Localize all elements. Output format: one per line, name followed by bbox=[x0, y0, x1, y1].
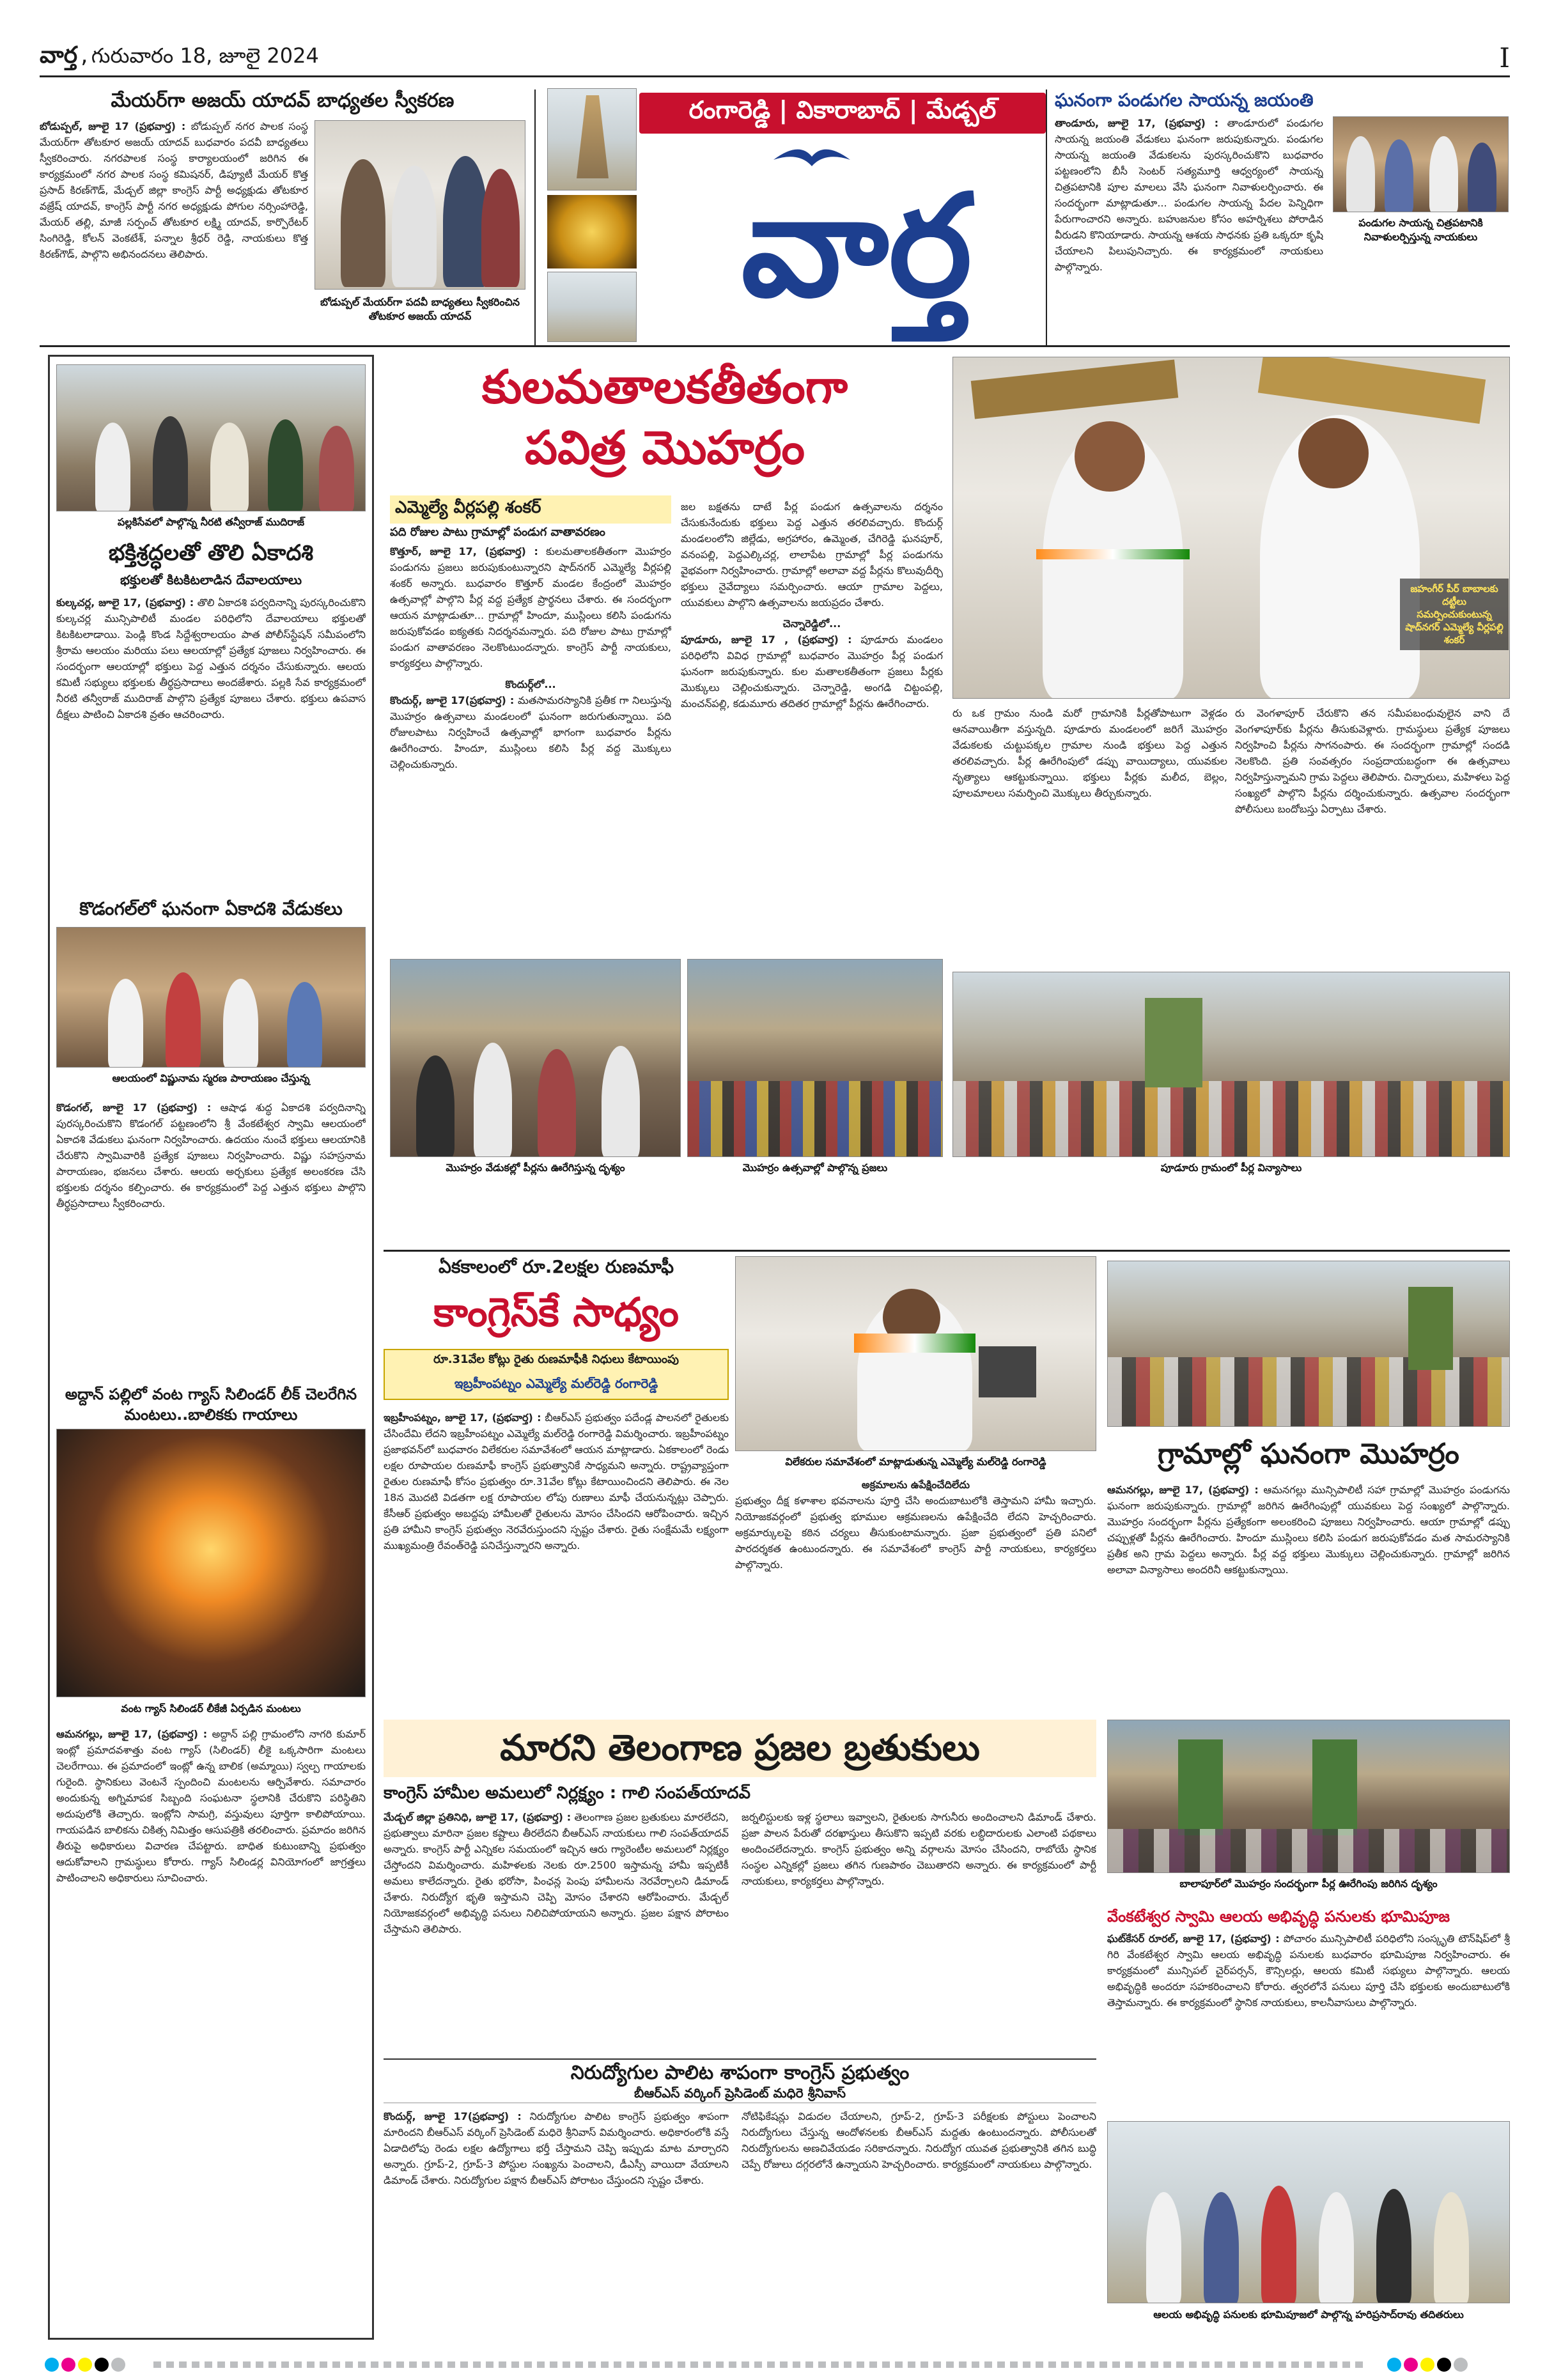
telangana-dateline: మేడ్చల్ జిల్లా ప్రతినిధి, జూలై 17, (ప్రభవార్త) : bbox=[384, 1811, 571, 1823]
congress-side-text bbox=[735, 1477, 1096, 1710]
lead-body3: జల బక్షతను దాటే పీర్ల పండుగ ఉత్సవాలను దర్శనం చేసుకునేందుకు భక్తులు పెద్ద ఎత్తున తరలివచ్చారు. కొందుర్గ్ మండలంలోని జిల్లేడు, అగ్రహారం, ఉమ్మెంత, చేగిరెడ్డి ఘనపూర్, వనంపల్లి, పెద్దఎల్కిచర్ల, లాలాపేట గ్రామాల్లో పీర్ల పండుగను వైభవంగా నిర్వహించారు. గ్రామాల్లో అలావా వద్ద పీర్లను కొలువుదీర్చి భక్తులు నైవేద్యాలు సమర్పించారు. ఆయా గ్రామాల పెద్దలు, యువకులు పాల్గొని ఉత్సవాలను జయప్రదం చేశారు. bbox=[681, 501, 943, 609]
reg-dot-black bbox=[95, 2358, 109, 2372]
lead-body4: పూడూరు మండలం పరిధిలోని వివిధ గ్రామాల్లో బుధవారం మొహర్రం పీర్ల పండుగ ఘనంగా జరుపుకున్నారు. కుల మతాలకతీతంగా ప్రజలు పీర్లకు మొక్కులు చెల్లించుకున్నారు. చెన్నారెడ్డి, అంగడి చిట్టంపల్లి, మంచన్‌పల్లి, కడుమూరు తదితర గ్రామాల్లో పీర్లను ఊరేగించారు. bbox=[681, 634, 943, 710]
masthead-date-bar bbox=[40, 42, 1510, 72]
lead-photo-c bbox=[952, 972, 1510, 1157]
kodangal-headline: కొడంగల్‌లో ఘనంగా ఏకాదశి వేడుకలు bbox=[79, 898, 343, 919]
mayor-story-text bbox=[40, 118, 308, 342]
lead-headline-line1: కులమతాలకతీతంగా bbox=[481, 360, 848, 414]
page-number: I bbox=[1499, 42, 1510, 74]
kodangal-body: ఆషాఢ శుద్ధ ఏకాదశి పర్వదినాన్ని పురస్కరించుకొని కొడంగల్ పట్టణంలోని శ్రీ వేంకటేశ్వర స్వామి ఆలయంలో ఏకాదశి వేడుకలు ఘనంగా నిర్వహించారు. ఉదయం నుంచే భక్తులు ఆలయానికి చేరుకొని స్వామివారికి ప్రత్యేక పూజలు నిర్వహించారు. విష్ణు సహస్రనామ పారాయణం, భజనలు చేశారు. ఆలయ అర్చకులు ప్రత్యేక అలంకరణ చేసి భక్తులకు దర్శనం కల్పించారు. ఈ కార్యక్రమంలో పెద్ద ఎత్తున భక్తులు పాల్గొని తీర్థప్రసాదాలు స్వీకరించారు. bbox=[56, 1101, 366, 1209]
congress-headline: కాంగ్రెస్‌కే సాధ్యం bbox=[433, 1289, 679, 1335]
telangana-headline: మారని తెలంగాణ ప్రజల బ్రతుకులు bbox=[500, 1727, 980, 1769]
masthead-paper-name: వార్త bbox=[40, 42, 78, 68]
lead-headline-line2: పవిత్ర మొహర్రం bbox=[524, 421, 805, 474]
region-banner bbox=[639, 93, 1046, 134]
jayanti-dateline: తాండూరు, జూలై 17, (ప్రభవార్త) : bbox=[1055, 117, 1219, 129]
jayanti-story-text bbox=[1055, 115, 1323, 342]
ekadashi-dateline: కుల్కచర్ల, జూలై 17, (ప్రభవార్త) : bbox=[56, 596, 194, 609]
jobs-subhead: బీఆర్ఎస్ వర్కింగ్ ప్రెసిడెంట్ మధిరె శ్రీనివాస్ bbox=[633, 2085, 846, 2101]
ekadashi-headline: భక్తిశ్రద్ధలతో తొలి ఏకాదశి bbox=[108, 540, 314, 566]
temple-thumbnail bbox=[547, 88, 637, 191]
lead-col4-text bbox=[1235, 705, 1510, 964]
masthead-rule bbox=[40, 75, 1510, 77]
kodangal-story-text bbox=[56, 1100, 366, 1381]
village-moharram-body: ఆమనగల్లు మున్సిపాలిటీ సహా గ్రామాల్లో మొహర్రం పండుగను ఘనంగా జరుపుకున్నారు. గ్రామాల్లో జరిగిన ఊరేగింపుల్లో యువకులు పెద్ద సంఖ్యలో పాల్గొన్నారు. మొహర్రం సందర్భంగా పీర్లను ప్రత్యేకంగా అలంకరించి పూజలు నిర్వహించారు. ఆయా గ్రామాల్లో డప్పు చప్పుళ్లతో పీర్లను ఊరేగించారు. హిందూ ముస్లింలు కలిసి పండుగ జరుపుకోవడం మత సామరస్యానికి ప్రతీక అని గ్రామ పెద్దలు అన్నారు. పీర్ల వద్ద భక్తులు మొక్కులు చెల్లించుకున్నారు. గ్రామాల్లో జరిగిన అలావా విన్యాసాలు అందరినీ ఆకట్టుకున్నాయి. bbox=[1107, 1484, 1510, 1576]
mayor-photo-caption: బోడుప్పల్ మేయర్‌గా పదవీ బాధ్యతలు స్వీకరించిన తోటకూర అజయ్ యాదవ్ bbox=[320, 296, 520, 322]
gas-leak-headline: అద్దాన్ పల్లిలో వంట గ్యాస్ సిలిండర్ లీక్ చెలరేగిన మంటలు..బాలికకు గాయాలు bbox=[65, 1385, 357, 1424]
reg-dot-magenta bbox=[61, 2358, 75, 2372]
congress-photo bbox=[735, 1256, 1096, 1451]
palanquin-photo-caption: పల్లకిసేవలో పాల్గొన్న నీరటి తన్వీరాజ్ ముదిరాజ్ bbox=[117, 516, 305, 528]
balapur-photo bbox=[1107, 1720, 1510, 1873]
masthead-date-line: గురువారం 18, జూలై 2024 bbox=[91, 43, 319, 68]
reg-dot-yellow-r bbox=[1420, 2358, 1434, 2372]
congress-dateline: ఇబ్రహీంపట్నం, జూలై 17, (ప్రభవార్త) : bbox=[384, 1412, 541, 1424]
reg-dot-yellow bbox=[78, 2358, 92, 2372]
lead-section-rule bbox=[384, 1250, 1510, 1252]
jobs-headline: నిరుద్యోగుల పాలిట శాపంగా కాంగ్రెస్ ప్రభుత్వం bbox=[570, 2062, 910, 2084]
lead-photo-a-caption: మొహర్రం వేడుకల్లో పీర్లను ఊరేగిస్తున్న దృశ్యం bbox=[446, 1162, 625, 1174]
telangana-body: తెలంగాణ ప్రజల బ్రతుకులు మారలేదని, ప్రభుత్వాలు మారినా ప్రజల కష్టాలు తీరలేదని బీఆర్ఎస్ నాయకులు గాలి సంపత్‌యాదవ్ అన్నారు. కాంగ్రెస్ పార్టీ ఎన్నికల సమయంలో ఇచ్చిన ఆరు గ్యారెంటీల అమలులో నిర్లక్ష్యం చేస్తోందని విమర్శించారు. మహిళలకు నెలకు రూ.2500 ఇస్తామన్న హామీ ఇప్పటికీ అమలు కాలేదన్నారు. రైతు భరోసా, పింఛన్ల పెంపు హామీలను నెరవేర్చాలని డిమాండ్ చేశారు. నిరుద్యోగ భృతి ఇస్తామని చెప్పి మోసం చేశారని ఆరోపించారు. మేడ్చల్ నియోజకవర్గంలో అభివృద్ధి పనులు నిలిచిపోయాయని అన్నారు. ప్రజల పక్షాన పోరాటం చేస్తామని తెలిపారు. bbox=[384, 1811, 729, 1935]
registration-marks-right bbox=[1387, 2358, 1470, 2374]
divider-logo bbox=[1046, 89, 1047, 345]
kodangal-dateline: కొడంగల్, జూలై 17 (ప్రభవార్త) : bbox=[56, 1101, 212, 1114]
congress-highlight2: ఇబ్రహీంపట్నం ఎమ్మెల్యే మల్‌రెడ్డి రంగారెడ్డి bbox=[454, 1376, 658, 1391]
jayanti-body: తాండూరులో పండుగల సాయన్న జయంతి వేడుకలు ఘనంగా జరుపుకున్నారు. పండుగల సాయన్న జయంతి వేడుకలను పురస్కరించుకొని బుధవారం పట్టణంలోని బీసీ సెంటర్ సత్యమూర్తి ఆధ్వర్యంలో సాయన్న చిత్రపటానికి పూల మాలలు వేసి ఘనంగా నివాళులర్పించారు. ఈ సందర్భంగా మాట్లాడుతూ... పండుగల సాయన్న పేదల పెన్నిధిగా పేరుగాంచారని అన్నారు. బహుజనుల కోసం అహర్నిశలు పోరాడిన వీరుడని కొనియాడారు. సాయన్న ఆశయ సాధనకు ప్రతి ఒక్కరూ కృషి చేయాలని పిలుపునిచ్చారు. ఈ కార్యక్రమంలో నాయకులు పాల్గొన్నారు. bbox=[1055, 117, 1323, 273]
mayor-photo bbox=[315, 120, 525, 290]
jayanti-headline: ఘనంగా పండుగల సాయన్న జయంతి bbox=[1055, 89, 1314, 111]
reg-dot-cyan-r bbox=[1387, 2358, 1401, 2372]
masthead-separator: , bbox=[81, 42, 88, 68]
temple-dateline: ఘట్‌కేసర్ రూరల్, జూలై 17, (ప్రభవార్త) : bbox=[1107, 1933, 1280, 1945]
lead-subhead: ఎమ్మెల్యే వీర్లపల్లి శంకర్ bbox=[390, 495, 671, 524]
logo-text: వార్త bbox=[741, 164, 972, 328]
kodangal-photo-caption: ఆలయంలో విష్ణునామ స్మరణ పారాయణం చేస్తున్న bbox=[112, 1072, 310, 1084]
lead-section2-title: కొందుర్గ్‌లో... bbox=[505, 678, 556, 690]
palanquin-photo bbox=[56, 364, 366, 511]
ekadashi-subhead: భక్తులతో కిటకిటలాడిన దేవాలయాలు bbox=[120, 572, 302, 587]
reg-dot-cyan bbox=[45, 2358, 59, 2372]
registration-marks-left bbox=[45, 2358, 128, 2374]
lead-dateline1: కొత్తూర్, జూలై 17, (ప్రభవార్త) : bbox=[390, 545, 538, 557]
telangana-body2: జర్నలిస్టులకు ఇళ్ల స్థలాలు ఇవ్వాలని, రైతులకు సాగునీరు అందించాలని డిమాండ్ చేశారు. ప్రజా పాలన పేరుతో దరఖాస్తులు తీసుకొని ఇప్పటి వరకు లబ్ధిదారులకు ఎలాంటి పథకాలు అందించలేదన్నారు. కాంగ్రెస్ ప్రభుత్వం అన్ని వర్గాలను మోసం చేసిందని, రాబోయే స్థానిక సంస్థల ఎన్నికల్లో ప్రజలు తగిన గుణపాఠం చెబుతారని అన్నారు. ఈ కార్యక్రమంలో పార్టీ నాయకులు, కార్యకర్తలు పాల్గొన్నారు. bbox=[742, 1811, 1096, 1887]
mayor-headline: మేయర్‌గా అజయ్ యాదవ్ బాధ్యతల స్వీకరణ bbox=[111, 89, 455, 112]
jobs-col1-text bbox=[384, 2108, 729, 2338]
congress-body: బీఆర్ఎస్ ప్రభుత్వం పదేండ్ల పాలనలో రైతులకు చేసిందేమి లేదని ఇబ్రహీంపట్నం ఎమ్మెల్యే మల్‌రెడ్డి రంగారెడ్డి విమర్శించారు. ఇబ్రహీంపట్నం ప్రజాభవన్‌లో బుధవారం విలేకరుల సమావేశంలో ఆయన మాట్లాడారు. ఏకకాలంలో రెండు లక్షల రూపాయల రుణమాఫీ కాంగ్రెస్ ప్రభుత్వానికే సాధ్యమని అన్నారు. రాష్ట్రవ్యాప్తంగా రైతుల రుణమాఫీ కోసం ప్రభుత్వం రూ.31వేల కోట్లు కేటాయించిందని తెలిపారు. ఈ నెల 18న మొదటి విడతగా లక్ష రూపాయల లోపు రుణాలు మాఫీ చేయనున్నట్లు చెప్పారు. కేసీఆర్ ప్రభుత్వం అబద్దపు హామీలతో రైతులను మోసం చేసిందని ఆరోపించారు. ఇచ్చిన ప్రతి హామీని కాంగ్రెస్ ప్రభుత్వం నెరవేరుస్తుందని స్పష్టం చేశారు. రైతు సంక్షేమమే లక్ష్యంగా ముఖ్యమంత్రి రేవంత్‌రెడ్డి పనిచేస్తున్నారని అన్నారు. bbox=[384, 1412, 729, 1552]
telangana-subhead: కాంగ్రెస్ హామీల అమలులో నిర్లక్ష్యం : గాలి సంపత్‌యాదవ్ bbox=[384, 1784, 750, 1803]
temple-body: పోచారం మున్సిపాలిటీ పరిధిలోని సంస్కృతి టౌన్‌షిప్‌లో శ్రీ గిరి వేంకటేశ్వర స్వామి ఆలయ అభివృద్ధి పనులకు బుధవారం భూమిపూజ నిర్వహించారు. ఈ కార్యక్రమంలో మున్సిపల్ చైర్‌పర్సన్, కౌన్సిలర్లు, ఆలయ కమిటీ సభ్యులు పాల్గొన్నారు. ఆలయ అభివృద్ధికి అందరూ సహకరించాలని కోరారు. త్వరలోనే పనులు పూర్తి చేసి భక్తులకు అందుబాటులోకి తెస్తామన్నారు. ఈ కార్యక్రమంలో స్థానిక నాయకులు, కాలనీవాసులు పాల్గొన్నారు. bbox=[1107, 1933, 1510, 2009]
reg-dot-magenta-r bbox=[1404, 2358, 1418, 2372]
registration-strip bbox=[153, 2361, 1368, 2368]
temple-story-text bbox=[1107, 1931, 1510, 2116]
lead-photo-b-caption: మొహర్రం ఉత్సవాల్లో పాల్గొన్న ప్రజలు bbox=[742, 1162, 888, 1174]
gas-leak-dateline: ఆమనగల్లు, జూలై 17, (ప్రభవార్త) : bbox=[56, 1728, 208, 1740]
ekadashi-story-text bbox=[56, 595, 366, 895]
lead-main-photo-caption: జహంగీర్ పీర్ బాబాలకు దట్టీలు సమర్పించుకుంటున్న షాద్‌నగర్ ఎమ్మెల్యే వీర్లపల్లి శంకర్ bbox=[1400, 579, 1509, 650]
telangana-col2-text bbox=[742, 1809, 1096, 2052]
jobs-body2: నోటిఫికేషన్లు విడుదల చేయాలని, గ్రూప్-2, గ్రూప్-3 పరీక్షలకు పోస్టులు పెంచాలని నిరుద్యోగులు చేస్తున్న ఆందోళనలకు బీఆర్ఎస్ మద్దతు ఉంటుందన్నారు. పోలీసులతో నిరుద్యోగులను అణచివేయడం సరికాదన్నారు. నిరుద్యోగ యువత ప్రభుత్వానికి తగిన బుద్ధి చెప్పే రోజులు దగ్గరలోనే ఉన్నాయని హెచ్చరించారు. కార్యక్రమంలో నాయకులు పాల్గొన్నారు. bbox=[742, 2110, 1096, 2170]
village-moharram-dateline: ఆమనగల్లు, జూలై 17, (ప్రభవార్త) : bbox=[1107, 1484, 1259, 1496]
kodangal-photo bbox=[56, 927, 366, 1068]
reg-dot-grey bbox=[111, 2358, 125, 2372]
congress-story-text bbox=[384, 1410, 729, 1710]
gas-leak-body: అద్దాన్ పల్లి గ్రామంలోని నాగరి కుమార్ ఇంట్లో ప్రమాదవశాత్తు వంట గ్యాస్ (సిలిండర్) లీకై ఒక్కసారిగా మంటలు చెలరేగాయి. ఈ ప్రమాదంలో ఇంట్లో ఉన్న బాలిక (అమ్మాయి) స్వల్ప గాయాలకు గురైంది. స్థానికులు వెంటనే స్పందించి మంటలను ఆర్పివేశారు. సమాచారం అందుకున్న అగ్నిమాపక సిబ్బంది సంఘటనా స్థలానికి చేరుకొని పరిస్థితిని అదుపులోకి తెచ్చారు. ఇంట్లోని సామగ్రి, వస్తువులు పూర్తిగా కాలిపోయాయి. గాయపడిన బాలికను చికిత్స నిమిత్తం ఆసుపత్రికి తరలించారు. ప్రమాదం జరిగిన తీరుపై అధికారులు విచారణ చేపట్టారు. బాధిత కుటుంబాన్ని ప్రభుత్వం ఆదుకోవాలని గ్రామస్థులు కోరారు. గ్యాస్ సిలిండర్ల వినియోగంలో జాగ్రత్తలు పాటించాలని అధికారులు సూచించారు. bbox=[56, 1728, 366, 1884]
temple-bhoomipuja-photo bbox=[1107, 2121, 1510, 2303]
jayanti-photo-caption: పండుగల సాయన్న చిత్రపటానికి నివాళులర్పిస్తున్న నాయకులు bbox=[1358, 217, 1483, 243]
jobs-body: నిరుద్యోగుల పాలిట కాంగ్రెస్ ప్రభుత్వం శాపంగా మారిందని బీఆర్ఎస్ వర్కింగ్ ప్రెసిడెంట్ మధిరె శ్రీనివాస్ విమర్శించారు. అధికారంలోకి వస్తే ఏడాదిలోపు రెండు లక్షల ఉద్యోగాలు భర్తీ చేస్తామని చెప్పి ఇప్పుడు మాట మార్చారని అన్నారు. గ్రూప్-2, గ్రూప్-3 పోస్టుల సంఖ్యను పెంచాలని, డీఎస్సీ వాయిదా వేయాలని డిమాండ్ చేశారు. నిరుద్యోగుల పక్షాన బీఆర్ఎస్ పోరాటం చేస్తుందని స్పష్టం చేశారు. bbox=[384, 2110, 729, 2186]
village-moharram-photo bbox=[1107, 1261, 1510, 1427]
lead-photo-c-caption: పూడూరు గ్రామంలో పీర్ల విన్యాసాలు bbox=[1160, 1162, 1302, 1174]
village-moharram-headline: గ్రామాల్లో ఘనంగా మొహర్రం bbox=[1158, 1438, 1459, 1470]
lead-col2-text bbox=[681, 499, 943, 953]
congress-photo-caption: విలేకరుల సమావేశంలో మాట్లాడుతున్న ఎమ్మెల్యే మల్‌రెడ్డి రంగారెడ్డి bbox=[785, 1456, 1046, 1468]
deity-thumbnail bbox=[547, 195, 637, 268]
reg-dot-grey-r bbox=[1454, 2358, 1468, 2372]
divider-mayor bbox=[534, 89, 536, 345]
lead-photo-b bbox=[687, 959, 943, 1157]
congress-side-body: ప్రభుత్వం దీక్ష కళాశాల భవనాలను పూర్తి చేసి అందుబాటులోకి తెస్తామని హామీ ఇచ్చారు. నియోజకవర్గంలో ప్రభుత్వ భూముల ఆక్రమణలను ఉపేక్షించేది లేదని హెచ్చరించారు. అక్రమార్కులపై కఠిన చర్యలు తీసుకుంటామన్నారు. ప్రజా ప్రభుత్వంలో ప్రతి పనిలో పారదర్శకత ఉంటుందన్నారు. ఈ సమావేశంలో కాంగ్రెస్ పార్టీ నాయకులు, కార్యకర్తలు పాల్గొన్నారు. bbox=[735, 1495, 1096, 1571]
mayor-dateline: బోడుప్పల్, జూలై 17 (ప్రభవార్త) : bbox=[40, 120, 186, 132]
lead-body5: రు ఒక గ్రామం నుండి మరో గ్రామానికి పీర్లతోపాటుగా వెళ్లడం ఆనవాయితీగా వస్తున్నది. పూడూరు మండలంలో జరిగే మొహర్రం వేడుకలకు చుట్టుపక్కల గ్రామాల నుండి భక్తులు పెద్ద ఎత్తున తరలివచ్చారు. పీర్ల ఊరేగింపులో డప్పు వాయిద్యాలు, యువకుల నృత్యాలు ఆకట్టుకున్నాయి. భక్తులు పీర్లకు మలీద, బెల్లం, పూలమాలలు సమర్పించి మొక్కులు తీర్చుకున్నారు. bbox=[952, 707, 1227, 799]
region-banner-text: రంగారెడ్డి | వికారాబాద్ | మేడ్చల్ bbox=[688, 96, 997, 124]
congress-kicker: ఏకకాలంలో రూ.2లక్షల రుణమాఫీ bbox=[439, 1256, 674, 1277]
temple-thumbnail-2 bbox=[547, 272, 637, 342]
lead-photo-a bbox=[390, 959, 681, 1157]
lead-body2: మతసామరస్యానికి ప్రతీక గా నిలుస్తున్న మొహర్రం ఉత్సవాలు మండలంలో ఘనంగా జరుగుతున్నాయి. పది రోజులపాటు నిర్వహించే ఉత్సవాల్లో భాగంగా బుధవారం పీర్లను ఊరేగించారు. హిందూ, ముస్లింలు కలిసి పీర్ల వద్ద మొక్కులు చెల్లించుకున్నారు. bbox=[390, 694, 671, 770]
balapur-photo-caption: బాలాపూర్‌లో మొహర్రం సందర్భంగా పీర్ల ఊరేగింపు జరిగిన దృశ్యం bbox=[1179, 1878, 1438, 1890]
telangana-col1-text bbox=[384, 1809, 729, 2052]
reg-dot-black-r bbox=[1437, 2358, 1451, 2372]
lead-section3-title: చెన్నారెడ్డిలో... bbox=[782, 618, 841, 630]
temple-headline: వేంకటేశ్వర స్వామి ఆలయ అభివృద్ధి పనులకు భూమిపూజ bbox=[1107, 1908, 1450, 1925]
mayor-body: బోడుప్పల్ నగర పాలక సంస్థ మేయర్‌గా తోటకూర అజయ్ యాదవ్ బుధవారం పదవీ బాధ్యతలు స్వీకరించారు. నగరపాలక సంస్థ కార్యాలయంలో జరిగిన ఈ కార్యక్రమంలో నగర పాలక సంస్థ కమిషనర్, డిప్యూటీ మేయర్ కొత్త ప్రసాద్ కిరణ్‌గౌడ్, మేడ్చల్ జిల్లా కాంగ్రెస్ పార్టీ అధ్యక్షుడు తోటకూర వజ్రేష్ యాదవ్, కాంగ్రెస్ పార్టీ నగర అధ్యక్షుడు పోగుల నర్సింహారెడ్డి, మేయర్ తల్లి, మాజీ సర్పంచ్ తోటకూర లక్ష్మి యాదవ్, కార్పొరేటర్ సింగిరెడ్డి, కోలన్ వెంకటేశ్, పన్నాల శ్రీధర్ రెడ్డి, నాయకులు కొత్త కిరణ్‌గౌడ్, పాల్గొని అభినందనలు తెలిపారు. bbox=[40, 120, 308, 260]
ekadashi-body: తొలి ఏకాదశి పర్వదినాన్ని పురస్కరించుకొని కుల్కచర్ల మున్సిపాలిటీ మండల పరిధిలోని దేవాలయాలు భక్తులతో కిటకిటలాడాయి. పెండ్లి కొండ సిద్దేశ్వరాలయం పాత పోలీస్‌స్టేషన్ సమీపంలోని శ్రీరామ ఆలయం మరియు పలు ఆలయాల్లో ప్రత్యేక పూజలు నిర్వహించారు. ఈ సందర్భంగా ఆలయాల్లో భక్తులు పెద్ద ఎత్తున దర్శనం చేసుకున్నారు. ఆలయ కమిటీ సభ్యులు భక్తులకు తీర్థప్రసాదాలు అందజేశారు. పల్లకి సేవ కార్యక్రమంలో నీరటి తన్వీరాజ్ ముదిరాజ్ పాల్గొని ప్రత్యేక పూజలు చేశారు. భక్తులు ఉపవాస దీక్షలు పాటించి ఏకాదశి వ్రతం ఆచరించారు. bbox=[56, 596, 366, 720]
gas-leak-photo bbox=[56, 1429, 366, 1697]
lead-dateline3: పూడూరు, జూలై 17 , (ప్రభవార్త) : bbox=[681, 634, 852, 646]
lead-body1: కులమతాలకతీతంగా మొహర్రం పండుగను ప్రజలు జరుపుకుంటున్నారని షాద్‌నగర్ ఎమ్మెల్యే వీర్లపల్లి శంకర్ అన్నారు. బుధవారం కొత్తూర్ మండల కేంద్రంలో మొహర్రం ఉత్సవాల్లో పాల్గొని పీర్ల వద్ద ప్రత్యేక ప్రార్థనలు చేశారు. ఈ సందర్భంగా ఆయన మాట్లాడుతూ... గ్రామాల్లో హిందూ, ముస్లింలు కలిసి పండుగను జరుపుకోవడం ఐక్యతకు నిదర్శనమన్నారు. పది రోజుల పాటు గ్రామాల్లో పండుగ వాతావరణం నెలకొంటుందన్నారు. కాంగ్రెస్ పార్టీ నాయకులు, కార్యకర్తలు పాల్గొన్నారు. bbox=[390, 545, 671, 669]
lead-body6: రు వెంగళాపూర్ చేరుకొని తన సమీపబంధువులైన వాని దే వెంగళాపూర్‌కు పీర్లను తీసుకువెళ్లారు. గ్రామస్థులు ప్రత్యేక పూజలు నిర్వహించి పీర్లను సాగనంపారు. ఈ సందర్భంగా గ్రామాల్లో సందడి నెలకొంది. ప్రతి సంవత్సరం సంప్రదాయబద్ధంగా ఈ ఉత్సవాలు నిర్వహిస్తున్నామని గ్రామ పెద్దలు తెలిపారు. చిన్నారులు, మహిళలు పెద్ద సంఖ్యలో పాల్గొని పీర్లను దర్శించుకున్నారు. ఉత్సవాల సందర్భంగా పోలీసులు బందోబస్తు ఏర్పాటు చేశారు. bbox=[1235, 707, 1510, 815]
lead-col1-text bbox=[390, 543, 671, 953]
top-section-rule bbox=[40, 345, 1510, 347]
congress-highlight1: రూ.31వేల కోట్లు రైతు రుణమాఫీకి నిధులు కేటాయింపు bbox=[433, 1353, 679, 1366]
temple-photo-caption: ఆలయ అభివృద్ధి పనులకు భూమిపూజలో పాల్గొన్న హరిప్రసాద్‌రావు తదితరులు bbox=[1153, 2308, 1464, 2321]
jobs-dateline: కొందుర్గ్, జూలై 17(ప్రభవార్త) : bbox=[384, 2110, 522, 2122]
lead-kicker: పది రోజుల పాటు గ్రామాల్లో పండుగ వాతావరణం bbox=[390, 525, 605, 539]
gas-leak-photo-caption: వంట గ్యాస్ సిలిండర్ లీకేజీ ఏర్పడిన మంటలు bbox=[121, 1702, 301, 1715]
village-moharram-text bbox=[1107, 1482, 1510, 1696]
lead-col3-text bbox=[952, 705, 1227, 964]
jobs-col2-text bbox=[742, 2108, 1096, 2338]
jayanti-photo bbox=[1333, 116, 1509, 212]
gas-leak-story-text bbox=[56, 1726, 366, 2330]
lead-dateline2: కొందుర్గ్, జూలై 17(ప్రభవార్త) : bbox=[390, 694, 515, 706]
congress-side-subhead: అక్రమాలను ఉపేక్షించేదిలేదు bbox=[861, 1479, 970, 1491]
